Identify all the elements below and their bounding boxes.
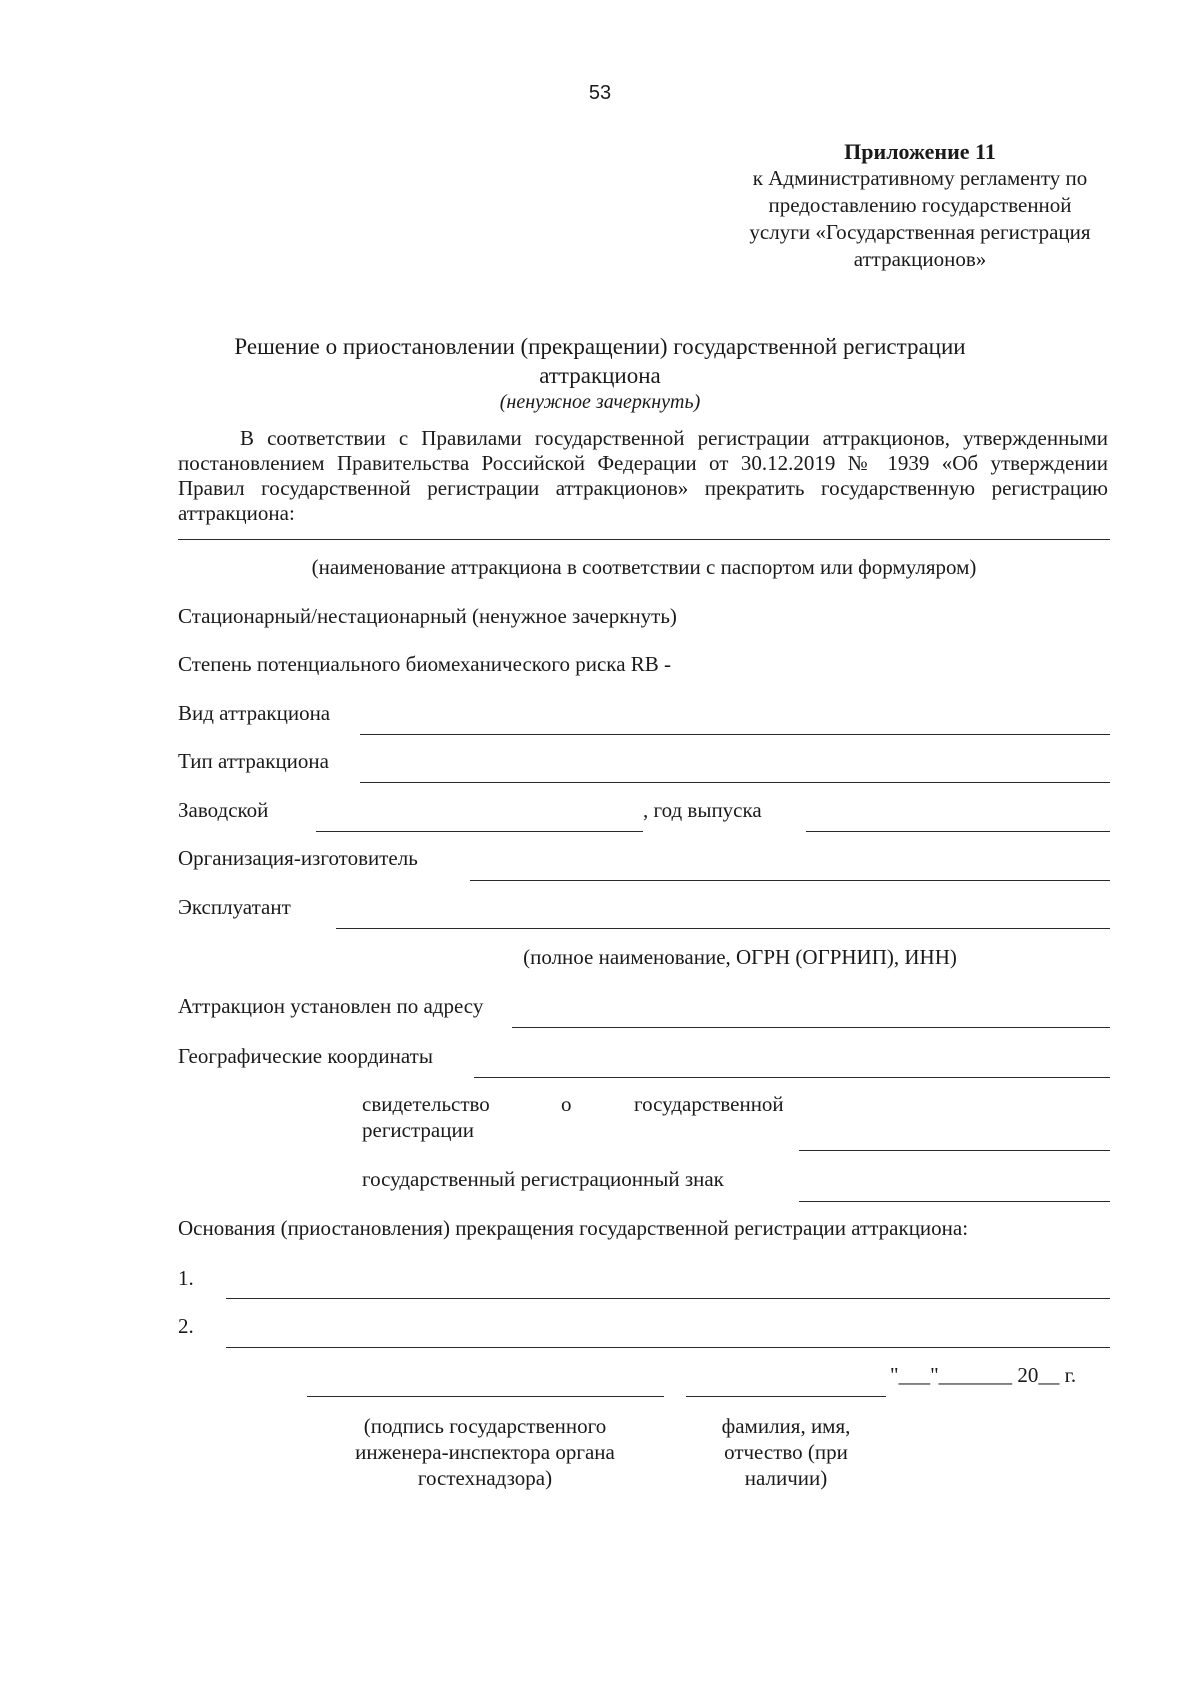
appendix-header <box>710 138 1130 273</box>
operator-label: Эксплуатант <box>178 895 291 919</box>
strike-note: (ненужное зачеркнуть) <box>499 391 701 413</box>
certificate-field[interactable] <box>799 1150 1110 1151</box>
intro-paragraph <box>178 426 1108 526</box>
type-label: Тип аттракциона <box>178 749 329 773</box>
grounds-item-number: 1. <box>178 1266 194 1290</box>
attraction-name-caption: (наименование аттракциона в соответствии с паспортом или формуляром) <box>311 555 977 579</box>
appendix-line: к Административному регламенту по <box>752 166 1088 190</box>
full-name-caption-line: фамилия, имя, <box>721 1414 851 1438</box>
signature-caption-line: гостехнадзора) <box>417 1466 553 1490</box>
appendix-title: Приложение 11 <box>844 139 996 164</box>
certificate-word: о <box>561 1092 572 1116</box>
full-name-caption <box>686 1413 886 1491</box>
full-name-caption-line: отчество (при <box>724 1440 848 1464</box>
signature-caption <box>330 1413 640 1491</box>
signature-field[interactable] <box>307 1396 664 1397</box>
manufacturer-label: Организация-изготовитель <box>178 846 418 870</box>
operator-field[interactable] <box>336 928 1110 929</box>
grounds-item-1-field[interactable] <box>226 1298 1110 1299</box>
certificate-word: государственной <box>634 1092 784 1116</box>
appendix-line: предоставлению государственной <box>768 193 1072 217</box>
serial-number-label: Заводской <box>178 798 269 822</box>
document-title-line: Решение о приостановлении (прекращении) государственной регистрации <box>234 334 966 359</box>
grounds-item-2-field[interactable] <box>226 1347 1110 1348</box>
registration-sign-field[interactable] <box>799 1201 1110 1202</box>
registration-sign-label: государственный регистрационный знак <box>362 1167 724 1191</box>
appendix-reference <box>710 165 1130 273</box>
kind-label: Вид аттракциона <box>178 701 331 725</box>
full-name-field[interactable] <box>686 1396 886 1397</box>
year-field[interactable] <box>806 831 1110 832</box>
address-field[interactable] <box>512 1027 1110 1028</box>
grounds-item-number: 2. <box>178 1314 194 1338</box>
signature-caption-line: (подпись государственного <box>363 1414 607 1438</box>
coordinates-field[interactable] <box>474 1077 1110 1078</box>
date-field[interactable]: "___"_______ 20__ г. <box>890 1363 1077 1387</box>
operator-caption: (полное наименование, ОГРН (ОГРНИП), ИНН) <box>523 945 957 969</box>
coordinates-label: Географические координаты <box>178 1044 433 1068</box>
manufacturer-field[interactable] <box>470 880 1110 881</box>
serial-number-field[interactable] <box>316 831 643 832</box>
risk-degree-label: Степень потенциального биомеханического риска RB - <box>178 652 672 676</box>
type-field[interactable] <box>360 782 1110 783</box>
document-title <box>200 332 1000 390</box>
attraction-name-field[interactable] <box>178 539 1110 540</box>
certificate-word: регистрации <box>362 1118 474 1142</box>
intro-text: В соответствии с Правилами государственной регистрации аттракционов, утвержденными постановлением Правительства Российской Федерации от 30.12.2019 № 1939 «Об утверждении Правил государственной регистрации аттракционов» прекратить государственную регистрацию аттракциона: <box>178 426 1108 525</box>
signature-caption-line: инженера-инспектора органа <box>355 1440 615 1464</box>
grounds-heading: Основания (приостановления) прекращения государственной регистрации аттракциона: <box>178 1216 969 1240</box>
full-name-caption-line: наличии) <box>744 1466 828 1490</box>
document-title-line: аттракциона <box>539 363 661 388</box>
certificate-word: свидетельство <box>362 1092 490 1116</box>
address-label: Аттракцион установлен по адресу <box>178 994 484 1018</box>
appendix-line: услуги «Государственная регистрация <box>749 220 1091 244</box>
appendix-line: аттракционов» <box>853 247 987 271</box>
page-number: 53 <box>588 82 612 104</box>
year-label: , год выпуска <box>643 798 762 822</box>
kind-field[interactable] <box>360 734 1110 735</box>
stationary-label: Стационарный/нестационарный (ненужное зачеркнуть) <box>178 604 677 628</box>
